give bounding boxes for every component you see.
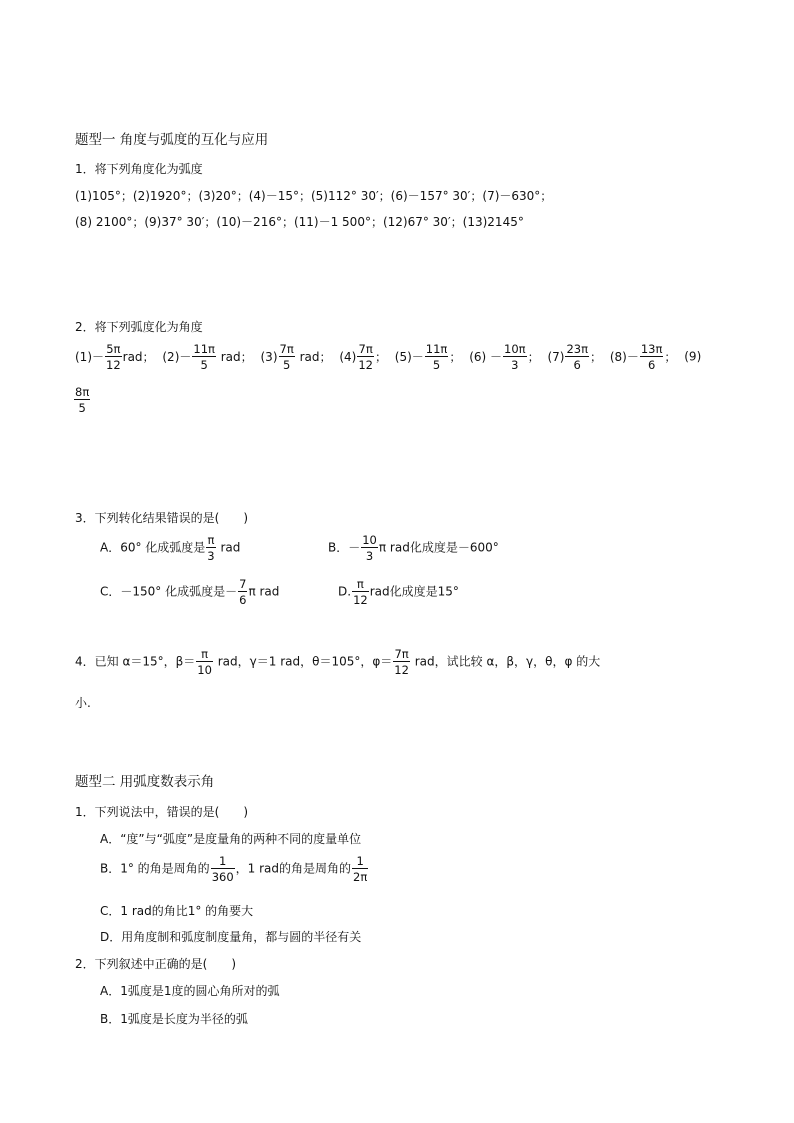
section-1-title: 题型一 角度与弧度的互化与应用 bbox=[75, 132, 269, 148]
fraction: $\frac{\pi}{10}$ bbox=[197, 647, 212, 678]
q2-item: (2)－ $\frac{11\pi}{5}$ rad； bbox=[162, 342, 253, 373]
fraction: $\frac{10\pi}{3}$ bbox=[504, 342, 526, 373]
fraction: $\frac{11\pi}{5}$ bbox=[425, 342, 448, 373]
q2-item: (5)－ $\frac{11\pi}{5}$ ； bbox=[394, 342, 462, 373]
fraction: $\frac{11\pi}{5}$ bbox=[193, 342, 215, 373]
q3-option-a: A．60° 化成弧度是 $\frac{\pi}{3}$ rad bbox=[100, 533, 241, 564]
s2-q2-option-b: B．1弧度是长度为半径的弧 bbox=[100, 1012, 248, 1026]
fraction: $\frac{\pi}{3}$ bbox=[207, 533, 215, 564]
fraction: $\frac{7\pi}{12}$ bbox=[394, 647, 409, 678]
fraction: $\frac{1}{2\pi}$ bbox=[353, 854, 368, 885]
fraction: $\frac{13\pi}{6}$ bbox=[640, 342, 663, 373]
s2-q1-option-d: D．用角度制和弧度制度量角，都与圆的半径有关 bbox=[100, 930, 362, 944]
fraction: $\frac{\pi}{12}$ bbox=[353, 577, 368, 608]
q2-item: (8)－ $\frac{13\pi}{6}$ ； bbox=[609, 342, 677, 373]
s2-q1-option-b: B．1° 的角是周角的 $\frac{1}{360}$ ，1 rad的角是周角的 $\frac{1}{2\pi}$ bbox=[100, 854, 368, 885]
q2-item: (7) $\frac{23\pi}{6}$ ； bbox=[547, 342, 603, 373]
q2-items-line bbox=[75, 343, 701, 371]
s2-q1-option-a: A．“度”与“弧度”是度量角的两种不同的度量单位 bbox=[100, 832, 362, 846]
q1-line-1: (1)105°；(2)1920°；(3)20°；(4)－15°；(5)112° 30′；(6)－157° 30′；(7)－630°； bbox=[75, 189, 553, 203]
s2-q1-option-c: C．1 rad的角比1° 的角要大 bbox=[100, 904, 254, 918]
fraction: $\frac{23\pi}{6}$ bbox=[566, 342, 588, 373]
s2-q2-option-a: A．1弧度是1度的圆心角所对的弧 bbox=[100, 984, 280, 998]
fraction: $\frac{7\pi}{5}$ bbox=[279, 342, 294, 373]
q4-line-1: 4．已知 α＝15°，β＝ $\frac{\pi}{10}$ rad，γ＝1 rad，θ＝105°，φ＝ $\frac{7\pi}{12}$ rad，试比较 α，β，γ，θ，φ 的大 bbox=[75, 647, 601, 678]
q2-item: (1)－ $\frac{5\pi}{12}$ rad； bbox=[75, 342, 155, 373]
fraction: $\frac{5\pi}{12}$ bbox=[106, 342, 121, 373]
q1-stem: 1．将下列角度化为弧度 bbox=[75, 162, 203, 176]
s2-q2-stem: 2．下列叙述中正确的是( ) bbox=[75, 957, 236, 971]
section-2-title: 题型二 用弧度数表示角 bbox=[75, 774, 215, 790]
q1-line-2: (8) 2100°；(9)37° 30′；(10)－216°；(11)－1 500°；(12)67° 30′；(13)2145° bbox=[75, 215, 524, 229]
q3-stem: 3．下列转化结果错误的是( ) bbox=[75, 511, 248, 525]
fraction: $\frac{1}{360}$ bbox=[211, 854, 234, 885]
fraction: $\frac{7\pi}{12}$ bbox=[358, 342, 373, 373]
q2-item: (6) － $\frac{10\pi}{3}$ ； bbox=[469, 342, 540, 373]
q2-item: (3) $\frac{7\pi}{5}$ rad； bbox=[260, 342, 332, 373]
fraction: $\frac{10}{3}$ bbox=[362, 533, 377, 564]
q2-item-9-label: (9) bbox=[684, 349, 702, 364]
s2-q1-stem: 1．下列说法中，错误的是( ) bbox=[75, 805, 248, 819]
q3-option-c: C．－150° 化成弧度是－ $\frac{7}{6}$ π rad bbox=[100, 577, 280, 608]
q2-stem: 2．将下列弧度化为角度 bbox=[75, 320, 203, 334]
q2-item: (4) $\frac{7\pi}{12}$ ； bbox=[339, 342, 387, 373]
q3-option-d: D. $\frac{\pi}{12}$ rad化成度是15° bbox=[338, 577, 459, 608]
fraction: $\frac{7}{6}$ bbox=[239, 577, 247, 608]
q2-item-9-fraction: $\frac{8\pi}{5}$ bbox=[75, 385, 90, 416]
q4-line-2: 小. bbox=[75, 696, 91, 710]
q3-option-b: B．－ $\frac{10}{3}$ π rad化成度是－600° bbox=[328, 533, 499, 564]
